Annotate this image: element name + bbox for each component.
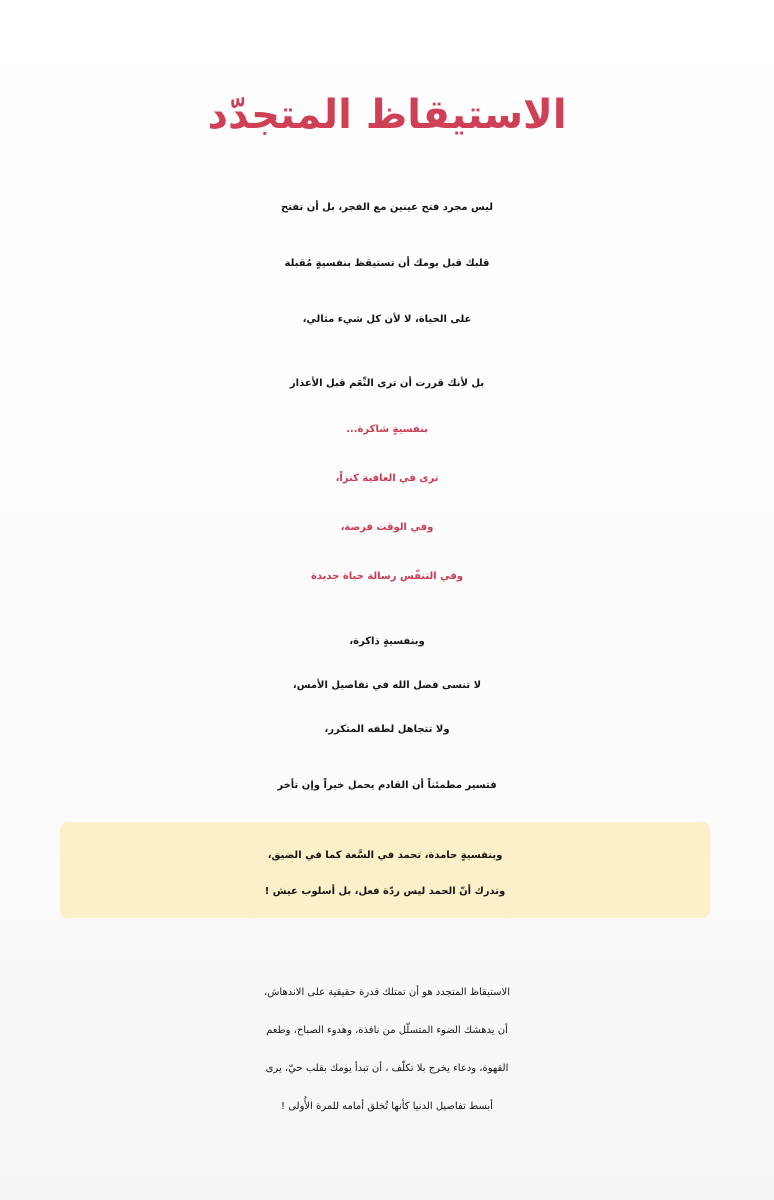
intro-line-1: ليس مجرد فتح عينين مع الفجر، بل أن تفتح xyxy=(280,202,493,213)
page-title: الاستيقاظ المتجدّد xyxy=(207,92,567,138)
intro-paragraph xyxy=(0,180,774,412)
closing-line-1: الاستيقاظ المتجدد هو أن تمتلك قدرة حقيقية على الاندهاش، xyxy=(263,987,510,998)
highlight-line-1: وبنفسيةٍ حامدة، تحمد في السَّعة كما في الضيق، xyxy=(267,850,503,861)
mindful-line-3: ولا تتجاهل لطفه المتكرر، xyxy=(324,724,450,735)
closing-line-4: أبسط تفاصيل الدنيا كأنها تُخلق أمامه للمرة الأُولى ! xyxy=(281,1101,493,1112)
thankful-line-2: ترى في العافية كنزاً، xyxy=(335,473,439,484)
mindful-line-1: وبنفسيةٍ ذاكرة، xyxy=(349,636,425,647)
thankful-line-3: وفي الوقت فرصة، xyxy=(340,522,434,533)
thankful-line-1: بنفسيةٍ شاكرة... xyxy=(346,424,428,435)
intro-line-2: قلبك قبل يومك أن تستيقظ بنفسيةٍ مُقبلة xyxy=(284,258,490,269)
intro-line-4: بل لأنك قررت أن ترى النِّعَم قبل الأعذار xyxy=(289,378,485,389)
mindful-line-4: فتسير مطمئناً أن القادم يحمل خيراً وإن تأخر xyxy=(277,780,497,791)
closing-line-2: أن يدهشك الضوء المتسلّل من نافذة، وهدوء الصباح، وطعم xyxy=(266,1025,508,1036)
highlight-line-2: وتدرك أنّ الحمد ليس ردّة فعل، بل أسلوب عيش ! xyxy=(264,886,506,897)
intro-line-3: على الحياة، لا لأن كل شيء مثالي، xyxy=(302,314,472,325)
mindful-paragraph xyxy=(0,620,774,808)
thankful-line-4: وفي التنفّس رسالة حياة جديدة xyxy=(310,571,464,582)
closing-line-3: القهوة، ودعاء يخرج بلا تكلّف ، أن تبدأ يومك بقلب حيّ، يرى xyxy=(265,1063,509,1074)
mindful-line-2: لا تنسى فضل الله في تفاصيل الأمس، xyxy=(292,680,482,691)
thankful-paragraph xyxy=(0,405,774,601)
highlight-paragraph xyxy=(60,838,710,910)
closing-paragraph xyxy=(40,974,734,1126)
